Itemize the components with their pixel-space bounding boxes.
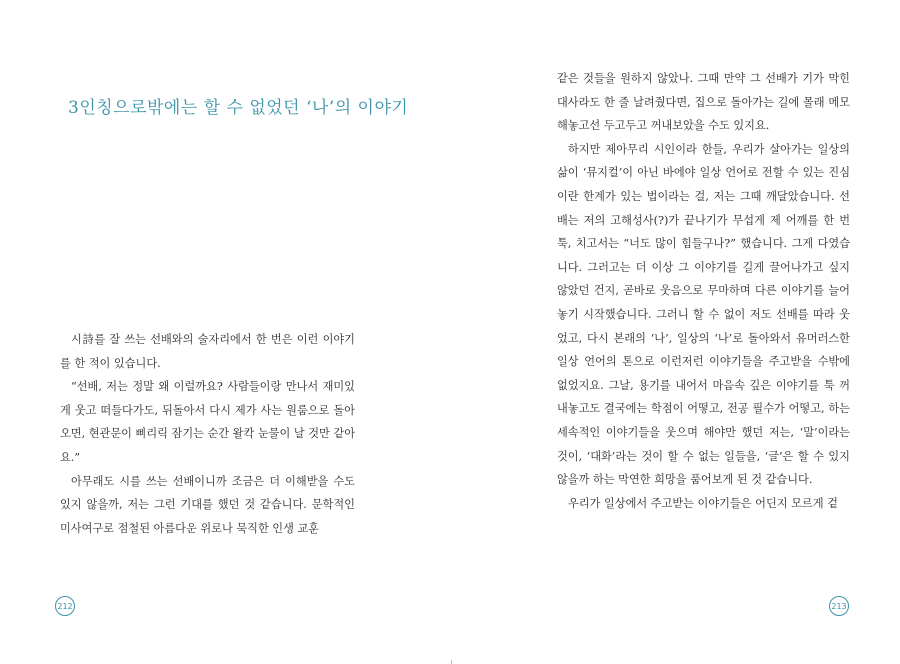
paragraph: “선배, 저는 정말 왜 이럴까요? 사람들이랑 만나서 재미있게 웃고 떠들다가도, 뒤돌아서 다시 제가 사는 원룸으로 돌아오면, 현관문이 삐리릭 잠기는 순간 왈칵 눈물이 날 것만 같아요.” xyxy=(60,380,355,464)
left-body-text xyxy=(60,328,355,540)
page-number-left: 212 xyxy=(55,596,75,616)
paragraph: 같은 것들을 원하지 않았나. 그때 만약 그 선배가 기가 막힌 대사라도 한 줄 날려줬다면, 집으로 돌아가는 길에 몰래 메모해놓고선 두고두고 꺼내보았을 수도 있지요. xyxy=(557,72,850,133)
paragraph: 시詩를 잘 쓰는 선배와의 술자리에서 한 번은 이런 이야기를 한 적이 있습니다. xyxy=(60,333,355,370)
page-number-right: 213 xyxy=(829,596,849,616)
chapter-title: 3인칭으로밖에는 할 수 없었던 ‘나’의 이야기 xyxy=(68,98,409,118)
paragraph: 아무래도 시를 쓰는 선배이니까 조금은 더 이해받을 수도 있지 않을까, 저는 그런 기대를 했던 것 같습니다. 문학적인 미사여구로 점철된 아름다운 위로나 묵직한 인생 교훈 xyxy=(60,474,355,535)
right-body-text xyxy=(557,67,850,515)
paragraph: 우리가 일상에서 주고받는 이야기들은 어딘지 모르게 겉 xyxy=(568,496,838,510)
gutter-mark xyxy=(451,660,452,664)
paragraph: 하지만 제아무리 시인이라 한들, 우리가 살아가는 일상의 삶이 ‘뮤지컬’이 아닌 바에야 일상 언어로 전할 수 있는 진심이란 한계가 있는 법이라는 걸, 저는 그때 깨달았습니다. 선배는 저의 고해성사(?)가 끝나기가 무섭게 제 어깨를 한 번 툭, 치고서는 “너도 많이 힘들구나?” 했습니다. 그게 다였습니다. 그러고는 더 이상 그 이야기를 길게 끌어나가고 싶지 않았던 건지, 곧바로 웃음으로 무마하며 다른 이야기를 늘어놓기 시작했습니다. 그러니 할 수 없이 저도 선배를 따라 웃었고, 다시 본래의 ‘나’, 일상의 ‘나’로 돌아와서 유머러스한 일상 언어의 톤으로 이런저런 이야기들을 주고받을 수밖에 없었지요. 그날, 용기를 내어서 마음속 깊은 이야기를 툭 꺼내놓고도 결국에는 학점이 어떻고, 전공 필수가 어떻고, 하는 세속적인 이야기들을 웃으며 해야만 했던 저는, ‘말’이라는 것이, ‘대화’라는 것이 할 수 없는 일들을, ‘글’은 할 수 있지 않을까 하는 막연한 희망을 품어보게 된 것 같습니다. xyxy=(557,142,850,487)
